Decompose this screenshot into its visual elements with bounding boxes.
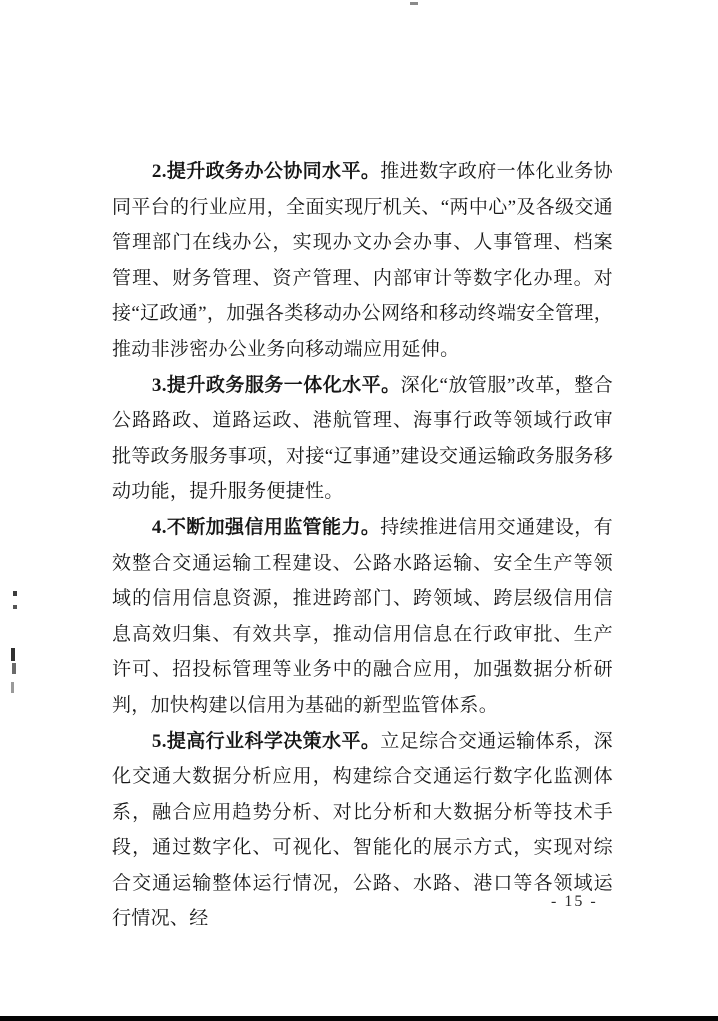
paragraph-5-text: 立足综合交通运输体系，深化交通大数据分析应用，构建综合交通运行数字化监测体系，融合应用趋势分析、对比分析和大数据分析等技术手段，通过数字化、可视化、智能化的展示方式，实现对综合交通运输整体运行情况，公路、水路、港口等各领域运行情况、经 [112, 730, 613, 930]
scan-artifact [12, 663, 16, 674]
paragraph-4-heading: 4.不断加强信用监管能力。 [151, 516, 381, 538]
paragraph-3 [112, 368, 613, 510]
paragraph-2 [112, 154, 613, 368]
paragraph-5-heading: 5.提高行业科学决策水平。 [151, 730, 381, 752]
scan-artifact [13, 605, 17, 609]
paragraph-3-heading: 3.提升政务服务一体化水平。 [151, 374, 401, 396]
document-body [112, 154, 613, 937]
paragraph-2-heading: 2.提升政务办公协同水平。 [151, 161, 381, 182]
page-number: - 15 - [551, 893, 598, 910]
paragraph-2-text: 推进数字政府一体化业务协同平台的行业应用，全面实现厅机关、“两中心”及各级交通管理部门在线办公，实现办文办会办事、人事管理、档案管理、财务管理、资产管理、内部审计等数字化办理。对接“辽政通”，加强各类移动办公网络和移动终端安全管理，推动非涉密办公业务向移动端应用延伸。 [112, 161, 613, 360]
paragraph-3-text: 深化“放管服”改革，整合公路路政、道路运政、港航管理、海事行政等领域行政审批等政务服务事项，对接“辽事通”建设交通运输政务服务移动功能，提升服务便捷性。 [112, 374, 613, 503]
paragraph-4-text: 持续推进信用交通建设，有效整合交通运输工程建设、公路水路运输、安全生产等领域的信用信息资源，推进跨部门、跨领域、跨层级信用信息高效归集、有效共享，推动信用信息在行政审批、生产许可、招投标管理等业务中的融合应用，加强数据分析研判，加快构建以信用为基础的新型监管体系。 [112, 516, 613, 716]
scan-artifact [13, 591, 17, 596]
scan-edge-line [0, 1016, 718, 1021]
paragraph-5 [112, 724, 613, 938]
scan-artifact [410, 2, 418, 5]
paragraph-4 [112, 510, 613, 724]
scan-artifact [11, 682, 14, 693]
scan-artifact [11, 648, 15, 661]
